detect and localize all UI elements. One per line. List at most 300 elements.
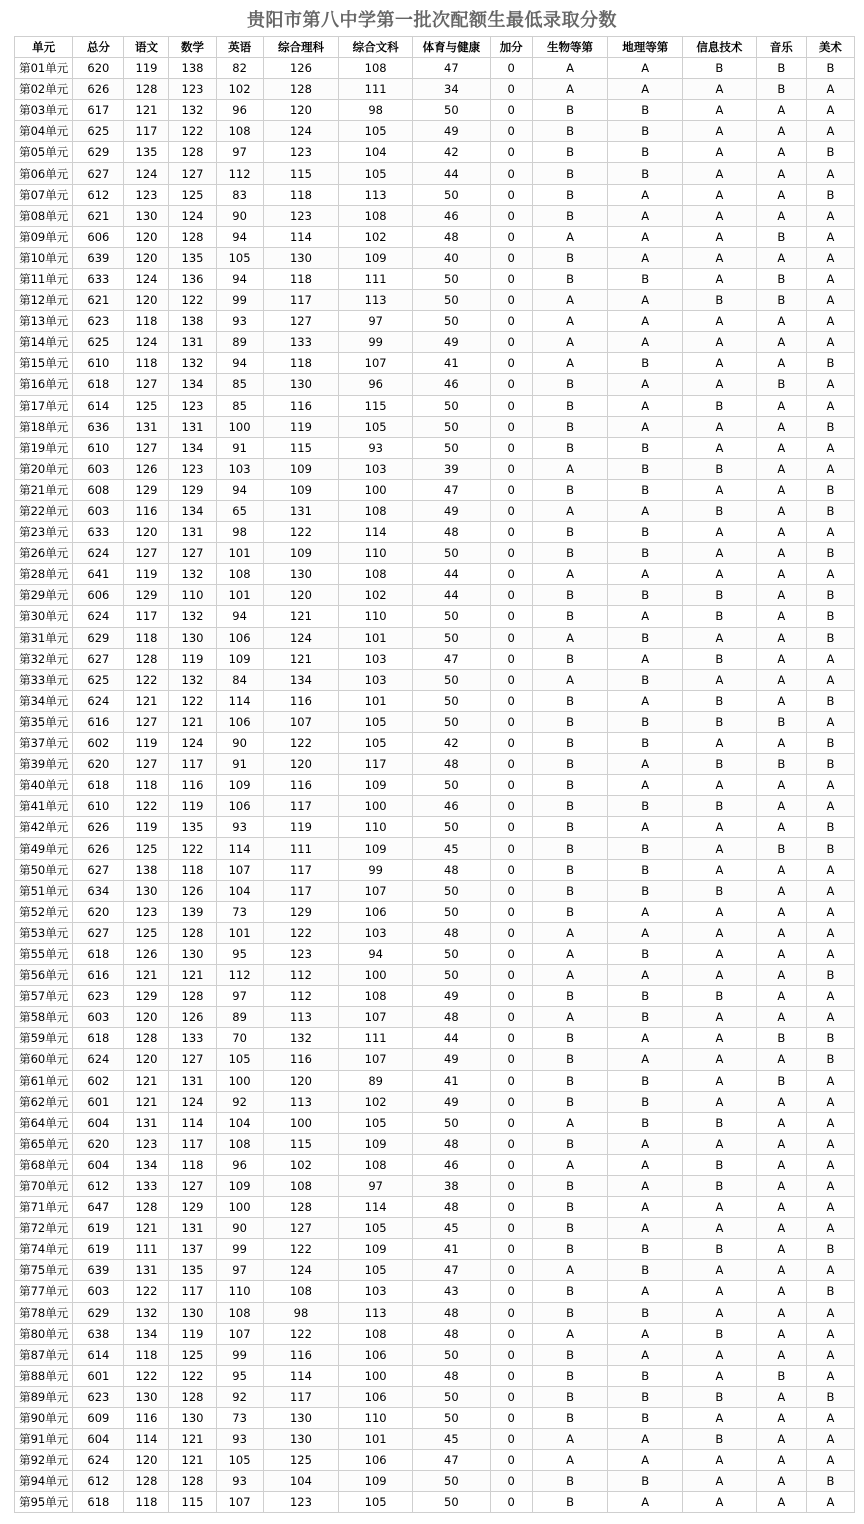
cell-unit: 第74单元 <box>15 1239 73 1260</box>
cell-biology-grade: B <box>532 543 608 564</box>
cell-english: 106 <box>216 796 263 817</box>
cell-art: A <box>806 880 854 901</box>
cell-total: 604 <box>73 1429 124 1450</box>
cell-total: 626 <box>73 838 124 859</box>
cell-pe: 50 <box>412 311 490 332</box>
cell-pe: 48 <box>412 859 490 880</box>
cell-art: A <box>806 1133 854 1154</box>
table-row <box>15 986 855 1007</box>
cell-math: 137 <box>169 1239 216 1260</box>
cell-unit: 第09单元 <box>15 226 73 247</box>
cell-unit: 第51单元 <box>15 880 73 901</box>
cell-total: 624 <box>73 1049 124 1070</box>
cell-bonus: 0 <box>490 922 532 943</box>
cell-total: 625 <box>73 332 124 353</box>
cell-art: A <box>806 901 854 922</box>
cell-math: 124 <box>169 733 216 754</box>
cell-humanities: 103 <box>339 922 413 943</box>
cell-biology-grade: B <box>532 247 608 268</box>
cell-geography-grade: B <box>608 880 683 901</box>
cell-unit: 第39单元 <box>15 754 73 775</box>
cell-math: 130 <box>169 627 216 648</box>
cell-english: 114 <box>216 690 263 711</box>
cell-bonus: 0 <box>490 205 532 226</box>
cell-it: A <box>683 311 757 332</box>
cell-art: A <box>806 1091 854 1112</box>
cell-humanities: 97 <box>339 1175 413 1196</box>
cell-math: 122 <box>169 290 216 311</box>
cell-music: A <box>756 965 806 986</box>
cell-it: A <box>683 817 757 838</box>
cell-it: B <box>683 395 757 416</box>
cell-bonus: 0 <box>490 585 532 606</box>
cell-biology-grade: B <box>532 1175 608 1196</box>
table-row <box>15 121 855 142</box>
cell-pe: 50 <box>412 1492 490 1513</box>
cell-math: 128 <box>169 1386 216 1407</box>
cell-science: 114 <box>263 1365 339 1386</box>
table-row <box>15 859 855 880</box>
cell-it: A <box>683 859 757 880</box>
cell-math: 132 <box>169 100 216 121</box>
cell-humanities: 100 <box>339 479 413 500</box>
cell-pe: 50 <box>412 437 490 458</box>
cell-unit: 第70单元 <box>15 1175 73 1196</box>
cell-geography-grade: B <box>608 1386 683 1407</box>
cell-math: 129 <box>169 1197 216 1218</box>
cell-humanities: 98 <box>339 100 413 121</box>
cell-art: B <box>806 733 854 754</box>
cell-it: A <box>683 247 757 268</box>
cell-chinese: 129 <box>124 585 169 606</box>
cell-unit: 第68单元 <box>15 1154 73 1175</box>
cell-it: A <box>683 1492 757 1513</box>
cell-science: 124 <box>263 1260 339 1281</box>
table-row <box>15 1175 855 1196</box>
cell-music: A <box>756 1112 806 1133</box>
cell-music: A <box>756 1133 806 1154</box>
cell-it: A <box>683 1302 757 1323</box>
cell-unit: 第35单元 <box>15 711 73 732</box>
cell-unit: 第94单元 <box>15 1471 73 1492</box>
cell-english: 99 <box>216 1239 263 1260</box>
cell-math: 119 <box>169 796 216 817</box>
cell-english: 95 <box>216 943 263 964</box>
cell-chinese: 132 <box>124 1302 169 1323</box>
cell-chinese: 127 <box>124 543 169 564</box>
cell-art: A <box>806 226 854 247</box>
cell-music: A <box>756 690 806 711</box>
table-row <box>15 290 855 311</box>
cell-science: 131 <box>263 500 339 521</box>
cell-humanities: 97 <box>339 311 413 332</box>
cell-math: 128 <box>169 922 216 943</box>
cell-total: 618 <box>73 1028 124 1049</box>
cell-humanities: 106 <box>339 901 413 922</box>
cell-it: A <box>683 437 757 458</box>
cell-biology-grade: A <box>532 1260 608 1281</box>
cell-bonus: 0 <box>490 121 532 142</box>
cell-geography-grade: A <box>608 965 683 986</box>
cell-music: A <box>756 1386 806 1407</box>
cell-it: A <box>683 901 757 922</box>
cell-geography-grade: B <box>608 163 683 184</box>
cell-biology-grade: B <box>532 986 608 1007</box>
cell-humanities: 100 <box>339 1365 413 1386</box>
table-row <box>15 184 855 205</box>
cell-pe: 49 <box>412 121 490 142</box>
cell-english: 97 <box>216 1260 263 1281</box>
cell-it: A <box>683 79 757 100</box>
cell-geography-grade: B <box>608 943 683 964</box>
cell-humanities: 108 <box>339 564 413 585</box>
cell-geography-grade: A <box>608 922 683 943</box>
cell-geography-grade: A <box>608 1218 683 1239</box>
cell-total: 638 <box>73 1323 124 1344</box>
cell-geography-grade: A <box>608 606 683 627</box>
table-row <box>15 1344 855 1365</box>
cell-geography-grade: B <box>608 479 683 500</box>
cell-total: 627 <box>73 922 124 943</box>
cell-biology-grade: B <box>532 1471 608 1492</box>
cell-english: 102 <box>216 79 263 100</box>
cell-pe: 43 <box>412 1281 490 1302</box>
cell-art: A <box>806 290 854 311</box>
cell-math: 118 <box>169 1154 216 1175</box>
cell-bonus: 0 <box>490 943 532 964</box>
cell-art: A <box>806 1429 854 1450</box>
cell-english: 100 <box>216 1070 263 1091</box>
cell-pe: 48 <box>412 1302 490 1323</box>
cell-music: B <box>756 226 806 247</box>
cell-it: A <box>683 838 757 859</box>
cell-it: B <box>683 1175 757 1196</box>
cell-total: 633 <box>73 268 124 289</box>
col-header-it: 信息技术 <box>683 37 757 58</box>
cell-english: 105 <box>216 1049 263 1070</box>
cell-biology-grade: B <box>532 733 608 754</box>
cell-math: 138 <box>169 58 216 79</box>
cell-geography-grade: B <box>608 522 683 543</box>
cell-it: A <box>683 184 757 205</box>
cell-biology-grade: A <box>532 458 608 479</box>
table-row <box>15 1154 855 1175</box>
cell-unit: 第55单元 <box>15 943 73 964</box>
cell-art: A <box>806 1492 854 1513</box>
cell-total: 618 <box>73 1492 124 1513</box>
cell-chinese: 121 <box>124 100 169 121</box>
cell-math: 123 <box>169 79 216 100</box>
cell-biology-grade: A <box>532 1323 608 1344</box>
cell-math: 136 <box>169 268 216 289</box>
cell-music: A <box>756 1260 806 1281</box>
cell-art: B <box>806 817 854 838</box>
cell-art: B <box>806 690 854 711</box>
cell-geography-grade: A <box>608 775 683 796</box>
cell-art: A <box>806 564 854 585</box>
cell-geography-grade: A <box>608 1049 683 1070</box>
col-header-math: 数学 <box>169 37 216 58</box>
cell-english: 107 <box>216 1492 263 1513</box>
cell-bonus: 0 <box>490 226 532 247</box>
cell-unit: 第75单元 <box>15 1260 73 1281</box>
cell-music: A <box>756 922 806 943</box>
cell-pe: 45 <box>412 1429 490 1450</box>
cell-science: 118 <box>263 353 339 374</box>
cell-total: 629 <box>73 627 124 648</box>
cell-english: 114 <box>216 838 263 859</box>
cell-math: 114 <box>169 1112 216 1133</box>
cell-art: B <box>806 1049 854 1070</box>
cell-bonus: 0 <box>490 1197 532 1218</box>
cell-science: 130 <box>263 1429 339 1450</box>
cell-geography-grade: A <box>608 79 683 100</box>
cell-math: 131 <box>169 522 216 543</box>
cell-chinese: 118 <box>124 1344 169 1365</box>
cell-biology-grade: B <box>532 711 608 732</box>
cell-it: A <box>683 943 757 964</box>
cell-english: 109 <box>216 648 263 669</box>
cell-music: B <box>756 268 806 289</box>
cell-humanities: 106 <box>339 1450 413 1471</box>
cell-unit: 第72单元 <box>15 1218 73 1239</box>
cell-science: 116 <box>263 775 339 796</box>
cell-english: 107 <box>216 1323 263 1344</box>
cell-english: 104 <box>216 1112 263 1133</box>
cell-science: 132 <box>263 1028 339 1049</box>
cell-geography-grade: A <box>608 1492 683 1513</box>
cell-unit: 第05单元 <box>15 142 73 163</box>
cell-biology-grade: B <box>532 374 608 395</box>
cell-chinese: 121 <box>124 1091 169 1112</box>
cell-unit: 第49单元 <box>15 838 73 859</box>
cell-biology-grade: B <box>532 1091 608 1112</box>
cell-math: 124 <box>169 205 216 226</box>
cell-chinese: 124 <box>124 163 169 184</box>
cell-chinese: 129 <box>124 986 169 1007</box>
cell-humanities: 100 <box>339 965 413 986</box>
cell-humanities: 115 <box>339 395 413 416</box>
cell-biology-grade: B <box>532 775 608 796</box>
col-header-unit: 单元 <box>15 37 73 58</box>
cell-it: A <box>683 1218 757 1239</box>
cell-chinese: 124 <box>124 332 169 353</box>
col-header-total: 总分 <box>73 37 124 58</box>
table-row <box>15 374 855 395</box>
cell-geography-grade: B <box>608 458 683 479</box>
cell-science: 127 <box>263 311 339 332</box>
cell-math: 135 <box>169 1260 216 1281</box>
cell-total: 606 <box>73 585 124 606</box>
cell-it: A <box>683 522 757 543</box>
cell-science: 119 <box>263 817 339 838</box>
cell-english: 108 <box>216 564 263 585</box>
cell-it: A <box>683 1133 757 1154</box>
cell-pe: 48 <box>412 1007 490 1028</box>
cell-pe: 49 <box>412 1049 490 1070</box>
cell-music: A <box>756 733 806 754</box>
cell-science: 109 <box>263 458 339 479</box>
cell-biology-grade: A <box>532 1450 608 1471</box>
cell-it: A <box>683 1197 757 1218</box>
cell-unit: 第26单元 <box>15 543 73 564</box>
cell-humanities: 110 <box>339 1408 413 1429</box>
cell-biology-grade: A <box>532 1429 608 1450</box>
cell-bonus: 0 <box>490 648 532 669</box>
cell-geography-grade: A <box>608 1281 683 1302</box>
cell-pe: 50 <box>412 775 490 796</box>
cell-art: B <box>806 184 854 205</box>
cell-biology-grade: A <box>532 1112 608 1133</box>
cell-unit: 第42单元 <box>15 817 73 838</box>
cell-total: 620 <box>73 754 124 775</box>
cell-unit: 第18单元 <box>15 416 73 437</box>
table-row <box>15 627 855 648</box>
cell-total: 626 <box>73 79 124 100</box>
cell-music: B <box>756 79 806 100</box>
cell-art: A <box>806 395 854 416</box>
cell-pe: 50 <box>412 606 490 627</box>
cell-total: 618 <box>73 374 124 395</box>
cell-pe: 48 <box>412 522 490 543</box>
cell-bonus: 0 <box>490 838 532 859</box>
cell-music: B <box>756 838 806 859</box>
cell-total: 601 <box>73 1365 124 1386</box>
cell-bonus: 0 <box>490 1260 532 1281</box>
cell-biology-grade: B <box>532 121 608 142</box>
cell-science: 133 <box>263 332 339 353</box>
cell-it: B <box>683 58 757 79</box>
cell-it: B <box>683 754 757 775</box>
page-title: 贵阳市第八中学第一批次配额生最低录取分数 <box>247 10 617 31</box>
cell-chinese: 127 <box>124 754 169 775</box>
cell-science: 120 <box>263 754 339 775</box>
cell-humanities: 108 <box>339 205 413 226</box>
cell-unit: 第02单元 <box>15 79 73 100</box>
cell-art: A <box>806 1344 854 1365</box>
cell-bonus: 0 <box>490 1344 532 1365</box>
cell-it: B <box>683 606 757 627</box>
cell-art: B <box>806 500 854 521</box>
cell-geography-grade: A <box>608 58 683 79</box>
cell-pe: 34 <box>412 79 490 100</box>
cell-pe: 47 <box>412 479 490 500</box>
cell-music: A <box>756 1471 806 1492</box>
cell-art: A <box>806 332 854 353</box>
cell-english: 89 <box>216 332 263 353</box>
table-row <box>15 775 855 796</box>
cell-art: A <box>806 437 854 458</box>
cell-it: A <box>683 205 757 226</box>
table-row <box>15 79 855 100</box>
cell-biology-grade: B <box>532 184 608 205</box>
cell-chinese: 119 <box>124 564 169 585</box>
table-row <box>15 1091 855 1112</box>
table-row <box>15 1281 855 1302</box>
cell-humanities: 108 <box>339 58 413 79</box>
cell-science: 130 <box>263 247 339 268</box>
cell-humanities: 110 <box>339 543 413 564</box>
table-row <box>15 268 855 289</box>
cell-biology-grade: B <box>532 100 608 121</box>
table-row <box>15 880 855 901</box>
cell-it: B <box>683 1112 757 1133</box>
cell-math: 127 <box>169 163 216 184</box>
cell-unit: 第21单元 <box>15 479 73 500</box>
col-header-humanities: 综合文科 <box>339 37 413 58</box>
cell-humanities: 102 <box>339 585 413 606</box>
cell-music: A <box>756 332 806 353</box>
cell-pe: 50 <box>412 268 490 289</box>
cell-unit: 第17单元 <box>15 395 73 416</box>
cell-it: B <box>683 1323 757 1344</box>
cell-science: 122 <box>263 733 339 754</box>
table-row <box>15 564 855 585</box>
table-row <box>15 1028 855 1049</box>
col-header-chinese: 语文 <box>124 37 169 58</box>
cell-art: A <box>806 1260 854 1281</box>
table-row <box>15 142 855 163</box>
cell-pe: 46 <box>412 205 490 226</box>
cell-english: 99 <box>216 290 263 311</box>
cell-english: 84 <box>216 669 263 690</box>
cell-total: 612 <box>73 184 124 205</box>
cell-english: 94 <box>216 226 263 247</box>
table-row <box>15 733 855 754</box>
cell-geography-grade: A <box>608 754 683 775</box>
header-row <box>15 37 855 58</box>
cell-humanities: 99 <box>339 332 413 353</box>
cell-pe: 48 <box>412 1133 490 1154</box>
cell-it: B <box>683 585 757 606</box>
cell-it: B <box>683 290 757 311</box>
cell-music: A <box>756 585 806 606</box>
cell-geography-grade: B <box>608 437 683 458</box>
table-row <box>15 416 855 437</box>
table-row <box>15 1408 855 1429</box>
table-row <box>15 353 855 374</box>
cell-science: 120 <box>263 585 339 606</box>
cell-pe: 50 <box>412 100 490 121</box>
cell-total: 624 <box>73 606 124 627</box>
cell-unit: 第53单元 <box>15 922 73 943</box>
cell-biology-grade: B <box>532 690 608 711</box>
table-row <box>15 479 855 500</box>
cell-humanities: 94 <box>339 943 413 964</box>
cell-total: 624 <box>73 543 124 564</box>
cell-geography-grade: A <box>608 205 683 226</box>
cell-total: 603 <box>73 1281 124 1302</box>
cell-biology-grade: A <box>532 627 608 648</box>
cell-it: A <box>683 1281 757 1302</box>
cell-humanities: 108 <box>339 1154 413 1175</box>
cell-music: A <box>756 500 806 521</box>
cell-chinese: 126 <box>124 458 169 479</box>
cell-math: 121 <box>169 1450 216 1471</box>
cell-unit: 第40单元 <box>15 775 73 796</box>
cell-music: A <box>756 121 806 142</box>
cell-chinese: 118 <box>124 627 169 648</box>
cell-science: 118 <box>263 184 339 205</box>
cell-unit: 第95单元 <box>15 1492 73 1513</box>
cell-chinese: 125 <box>124 838 169 859</box>
cell-pe: 48 <box>412 1365 490 1386</box>
cell-chinese: 121 <box>124 965 169 986</box>
cell-pe: 50 <box>412 395 490 416</box>
cell-chinese: 119 <box>124 817 169 838</box>
cell-math: 139 <box>169 901 216 922</box>
cell-biology-grade: A <box>532 1007 608 1028</box>
